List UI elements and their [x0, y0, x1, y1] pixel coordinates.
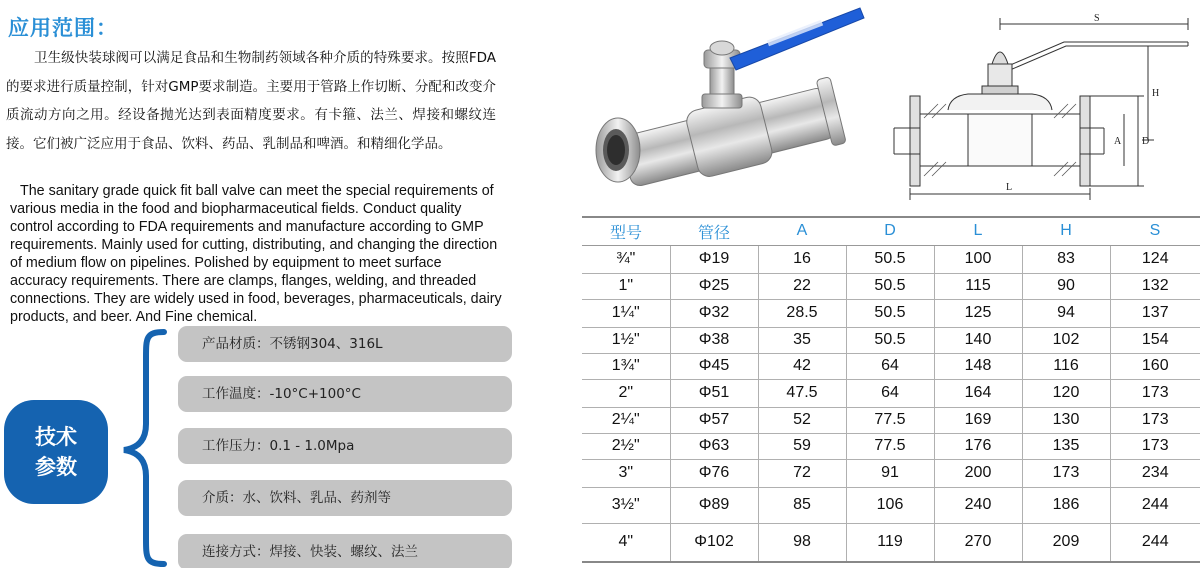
spec-item-pressure: 工作压力：0.1 - 1.0Mpa — [178, 428, 512, 464]
cell-a: 22 — [758, 273, 846, 299]
cell-h: 102 — [1022, 327, 1110, 353]
cell-h: 83 — [1022, 245, 1110, 273]
header-d: D — [846, 217, 934, 245]
cell-a: 98 — [758, 523, 846, 562]
cell-l: 176 — [934, 433, 1022, 459]
cell-s: 132 — [1110, 273, 1200, 299]
badge-line-1: 技术 — [35, 425, 77, 449]
cell-pipe-diameter: Φ57 — [670, 407, 758, 433]
cell-d: 106 — [846, 487, 934, 523]
cell-model: 2½" — [582, 433, 670, 459]
cell-a: 85 — [758, 487, 846, 523]
cell-d: 50.5 — [846, 299, 934, 327]
cell-l: 148 — [934, 353, 1022, 379]
dim-label-s: S — [1094, 13, 1100, 24]
cell-s: 154 — [1110, 327, 1200, 353]
badge-line-2: 参数 — [35, 455, 77, 479]
dimension-table — [582, 216, 1200, 563]
cell-pipe-diameter: Φ19 — [670, 245, 758, 273]
dim-label-d: D — [1142, 136, 1150, 147]
section-title: 应用范围： — [8, 16, 118, 40]
table-row — [582, 245, 1200, 273]
table-row — [582, 487, 1200, 523]
cell-h: 173 — [1022, 459, 1110, 487]
cell-a: 72 — [758, 459, 846, 487]
cell-pipe-diameter: Φ38 — [670, 327, 758, 353]
cell-pipe-diameter: Φ102 — [670, 523, 758, 562]
cell-l: 169 — [934, 407, 1022, 433]
cell-s: 244 — [1110, 523, 1200, 562]
cell-d: 119 — [846, 523, 934, 562]
cell-s: 137 — [1110, 299, 1200, 327]
cell-a: 16 — [758, 245, 846, 273]
spec-item-connection: 连接方式：焊接、快装、螺纹、法兰 — [178, 534, 512, 568]
header-pipe-diameter: 管径 — [670, 217, 758, 245]
cell-model: 2" — [582, 379, 670, 407]
chinese-description: 卫生级快装球阀可以满足食品和生物制药领域各种介质的特殊要求。按照FDA的要求进行质量控制，针对GMP要求制造。主要用于管路上作切断、分配和改变介质流动方向之用。经设备抛光达到表面精度要求。有卡箍、法兰、焊接和螺纹连接。它们被广泛应用于食品、饮料、药品、乳制品和啤酒。和精细化学品。 — [6, 50, 496, 152]
table-row — [582, 459, 1200, 487]
cell-s: 244 — [1110, 487, 1200, 523]
cell-pipe-diameter: Φ51 — [670, 379, 758, 407]
table-row — [582, 327, 1200, 353]
cell-model: 1¼" — [582, 299, 670, 327]
cell-model: 1¾" — [582, 353, 670, 379]
cell-d: 50.5 — [846, 245, 934, 273]
spec-item-medium: 介质：水、饮料、乳品、药剂等 — [178, 480, 512, 516]
table-row — [582, 273, 1200, 299]
cell-pipe-diameter: Φ45 — [670, 353, 758, 379]
cell-pipe-diameter: Φ63 — [670, 433, 758, 459]
header-model: 型号 — [582, 217, 670, 245]
cell-pipe-diameter: Φ32 — [670, 299, 758, 327]
table-row — [582, 407, 1200, 433]
cell-d: 64 — [846, 379, 934, 407]
cell-s: 124 — [1110, 245, 1200, 273]
table-row — [582, 353, 1200, 379]
dim-label-h: H — [1152, 88, 1160, 99]
cell-model: 2¼" — [582, 407, 670, 433]
header-h: H — [1022, 217, 1110, 245]
cell-model: 3½" — [582, 487, 670, 523]
cell-s: 234 — [1110, 459, 1200, 487]
cell-l: 200 — [934, 459, 1022, 487]
table-header-row — [582, 217, 1200, 245]
valve-technical-drawing — [888, 4, 1200, 204]
cell-d: 50.5 — [846, 327, 934, 353]
cell-h: 90 — [1022, 273, 1110, 299]
dim-label-l: L — [1006, 182, 1013, 193]
ball-valve-photo — [590, 0, 880, 215]
spec-item-material: 产品材质：不锈钢304、316L — [178, 326, 512, 362]
cell-h: 135 — [1022, 433, 1110, 459]
table-row — [582, 433, 1200, 459]
cell-pipe-diameter: Φ25 — [670, 273, 758, 299]
dim-label-a: A — [1114, 136, 1122, 147]
cell-s: 160 — [1110, 353, 1200, 379]
table-row — [582, 523, 1200, 562]
cell-model: 1" — [582, 273, 670, 299]
cell-h: 130 — [1022, 407, 1110, 433]
cell-pipe-diameter: Φ89 — [670, 487, 758, 523]
cell-h: 120 — [1022, 379, 1110, 407]
cell-model: ¾" — [582, 245, 670, 273]
cell-a: 52 — [758, 407, 846, 433]
cell-a: 47.5 — [758, 379, 846, 407]
cell-d: 91 — [846, 459, 934, 487]
cell-h: 209 — [1022, 523, 1110, 562]
cell-h: 186 — [1022, 487, 1110, 523]
cell-a: 59 — [758, 433, 846, 459]
cell-model: 1½" — [582, 327, 670, 353]
table-row — [582, 299, 1200, 327]
curly-brace-icon — [118, 328, 172, 568]
cell-model: 3" — [582, 459, 670, 487]
header-s: S — [1110, 217, 1200, 245]
cell-l: 100 — [934, 245, 1022, 273]
cell-d: 77.5 — [846, 433, 934, 459]
header-a: A — [758, 217, 846, 245]
tech-params-badge — [4, 400, 108, 504]
cell-l: 140 — [934, 327, 1022, 353]
cell-d: 50.5 — [846, 273, 934, 299]
cell-l: 270 — [934, 523, 1022, 562]
cell-s: 173 — [1110, 379, 1200, 407]
cell-a: 28.5 — [758, 299, 846, 327]
cell-s: 173 — [1110, 433, 1200, 459]
cell-l: 240 — [934, 487, 1022, 523]
english-description: The sanitary grade quick fit ball valve can meet the special requirements of various media in the food and biopharmaceutical fields. Conduct quality control according to FDA requirements and manufacture according to GMP requirements. Mainly used for cutting, distributing, and changing the direction of medium flow on pipelines. Polished by equipment to meet surface accuracy requirements. There are clamps, flanges, welding, and threaded connections. They are widely used in food, beverages, pharmaceuticals, dairy products, and beer. And Fine chemical. — [10, 183, 502, 325]
cell-a: 35 — [758, 327, 846, 353]
cell-h: 116 — [1022, 353, 1110, 379]
table-row — [582, 379, 1200, 407]
cell-d: 64 — [846, 353, 934, 379]
cell-s: 173 — [1110, 407, 1200, 433]
cell-l: 164 — [934, 379, 1022, 407]
cell-l: 115 — [934, 273, 1022, 299]
cell-d: 77.5 — [846, 407, 934, 433]
cell-h: 94 — [1022, 299, 1110, 327]
cell-a: 42 — [758, 353, 846, 379]
cell-model: 4" — [582, 523, 670, 562]
header-l: L — [934, 217, 1022, 245]
cell-l: 125 — [934, 299, 1022, 327]
spec-item-temperature: 工作温度：-10°C+100°C — [178, 376, 512, 412]
cell-pipe-diameter: Φ76 — [670, 459, 758, 487]
